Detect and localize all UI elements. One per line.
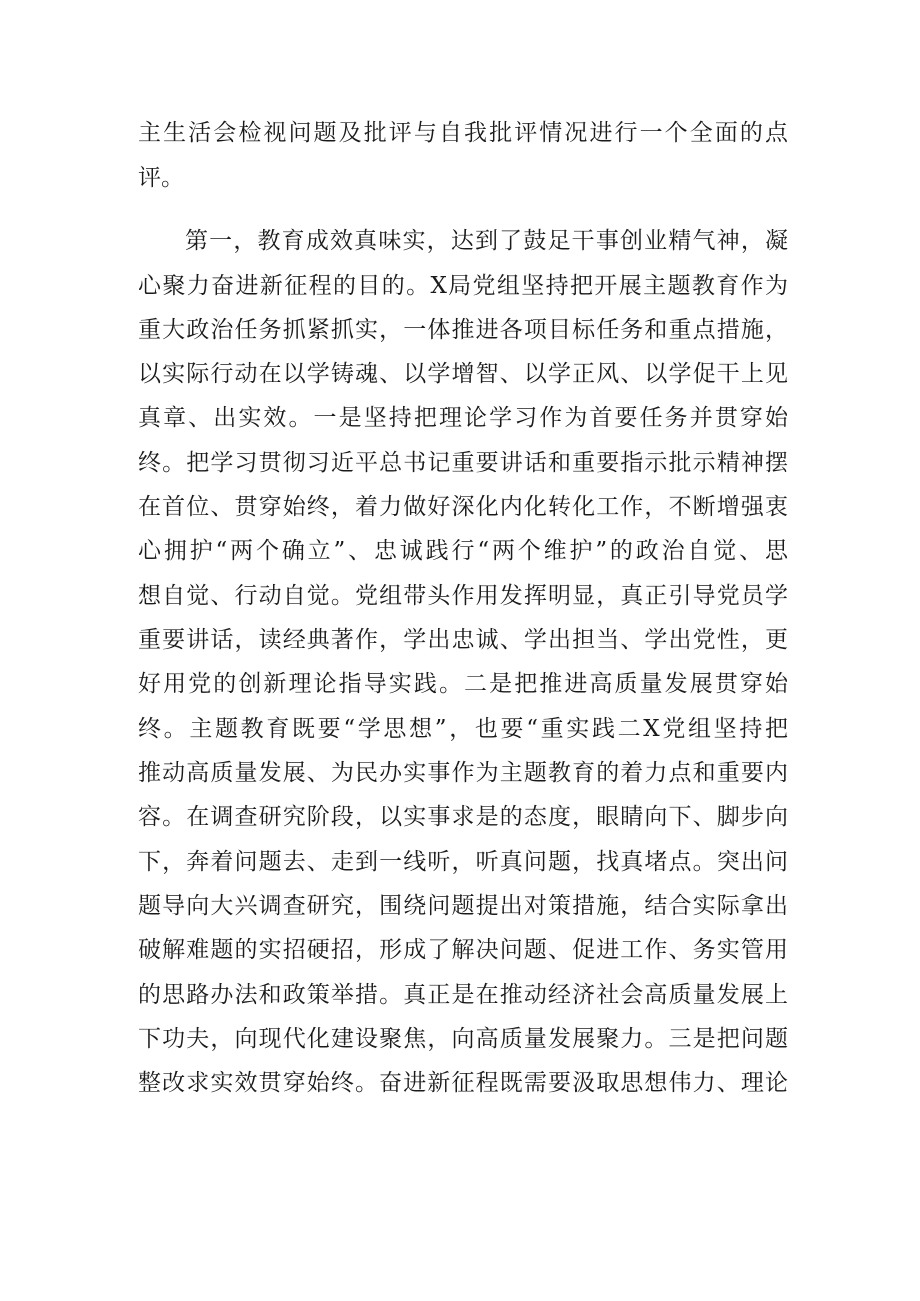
paragraph-2-line-16: 题导向大兴调查研究，围绕问题提出对策措施，结合实际拿出	[138, 893, 788, 919]
text-line-2: 评。	[138, 165, 184, 191]
paragraph-2-line-8: 心拥护“两个确立”、忠诚践行“两个维护”的政治自觉、思	[138, 538, 788, 564]
paragraph-2-line-15: 下，奔着问题去、走到一线听，听真问题，找真堵点。突出问	[138, 849, 788, 875]
paragraph-2-line-14: 容。在调查研究阶段，以实事求是的态度，眼睛向下、脚步向	[138, 804, 788, 830]
paragraph-2-line-6: 终。把学习贯彻习近平总书记重要讲话和重要指示批示精神摆	[138, 450, 788, 476]
paragraph-2-line-3: 重大政治任务抓紧抓实，一体推进各项目标任务和重点措施，	[138, 317, 788, 343]
paragraph-2-line-18: 的思路办法和政策举措。真正是在推动经济社会高质量发展上	[138, 982, 788, 1008]
paragraph-2-line-2: 心聚力奋进新征程的目的。X局党组坚持把开展主题教育作为	[138, 273, 788, 299]
paragraph-2-line-9: 想自觉、行动自觉。党组带头作用发挥明显，真正引导党员学	[138, 583, 788, 609]
paragraph-2-line-13: 推动高质量发展、为民办实事作为主题教育的着力点和重要内	[138, 760, 788, 786]
paragraph-2-line-10: 重要讲话，读经典著作，学出忠诚、学出担当、学出党性，更	[138, 627, 788, 653]
paragraph-2-line-4: 以实际行动在以学铸魂、以学增智、以学正风、以学促干上见	[138, 361, 788, 387]
text-line-1: 主生活会检视问题及批评与自我批评情况进行一个全面的点	[138, 120, 788, 146]
paragraph-2-line-17: 破解难题的实招硬招，形成了解决问题、促进工作、务实管用	[138, 937, 788, 963]
paragraph-2-line-19: 下功夫，向现代化建设聚焦，向高质量发展聚力。三是把问题	[138, 1026, 788, 1052]
paragraph-2-line-11: 好用党的创新理论指导实践。二是把推进高质量发展贯穿始	[138, 671, 788, 697]
paragraph-2-line-12: 终。主题教育既要“学思想”，也要“重实践二X党组坚持把	[138, 716, 788, 742]
paragraph-2-line-1: 第一，教育成效真味实，达到了鼓足干事创业精气神，凝	[185, 228, 788, 254]
paragraph-2-line-7: 在首位、贯穿始终，着力做好深化内化转化工作，不断增强衷	[138, 494, 788, 520]
paragraph-2-line-5: 真章、出实效。一是坚持把理论学习作为首要任务并贯穿始	[138, 405, 788, 431]
paragraph-2-line-20: 整改求实效贯穿始终。奋进新征程既需要汲取思想伟力、理论	[138, 1070, 788, 1096]
